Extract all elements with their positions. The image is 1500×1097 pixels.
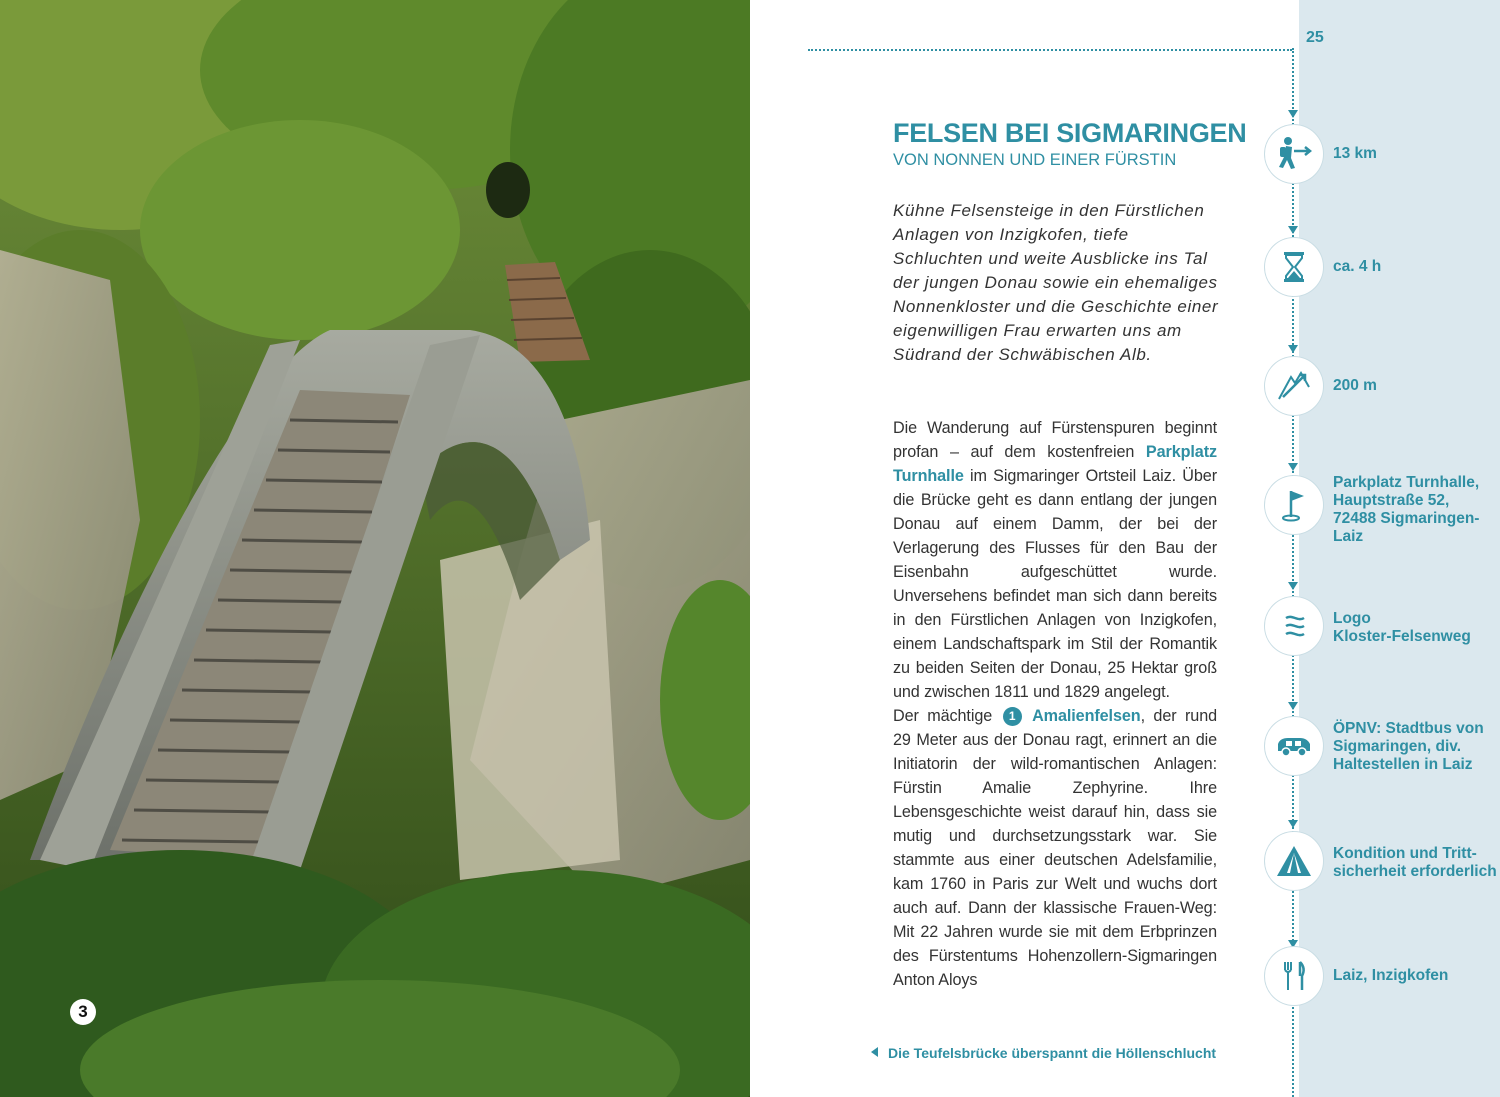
public-transport (1333, 720, 1498, 774)
spine-arrow (1288, 463, 1298, 471)
spine-arrow (1288, 702, 1298, 710)
duration-value: ca. 4 h (1333, 258, 1382, 275)
caption-text: Die Teufelsbrücke überspannt die Höllenschlucht (888, 1045, 1217, 1061)
start-line: Hauptstraße 52, (1333, 492, 1450, 509)
spine-arrow (1288, 345, 1298, 353)
body-text (893, 416, 1217, 992)
page-title: FELSEN BEI SIGMARINGEN (893, 118, 1247, 148)
info-sidebar (1299, 0, 1500, 1097)
parking-highlight: Parkplatz Turnhalle (893, 443, 1217, 485)
spine-arrow (1288, 110, 1298, 118)
photo-number-badge: 3 (70, 999, 96, 1025)
condition-line: sicherheit erforderlich (1333, 863, 1497, 880)
distance-value: 13 km (1333, 145, 1377, 162)
difficulty-icon (1265, 832, 1323, 890)
transport-line: Sigmaringen, div. (1333, 738, 1462, 755)
body-p2-start: Der mächtige (893, 707, 1001, 725)
caption-arrow-icon (871, 1047, 878, 1057)
waypoint-marker: 1 (1003, 707, 1022, 726)
trail-logo-icon (1265, 597, 1323, 655)
logo-line: Logo (1333, 610, 1371, 627)
logo-line: Kloster-Felsenweg (1333, 628, 1471, 645)
start-line: Laiz (1333, 528, 1364, 545)
body-p1-end: im Sigmaringer Ortsteil Laiz. Über die Brücke geht es dann entlang der jungen Donau auf einem Damm, der bei der Verlagerung des Flusses für den Bau der Eisenbahn aufgeschüttet wurde. Unversehens befindet man sich dann bereits in den Fürstlichen Anlagen von Inzigkofen, einem Landschaftspark im Stil der Romantik zu beiden Seiten der Donau, 25 Hektar groß und zwischen 1811 und 1829 angelegt. (893, 467, 1217, 701)
start-point (1333, 474, 1498, 546)
mountain-icon (1265, 357, 1323, 415)
start-line: 72488 Sigmaringen- (1333, 510, 1480, 527)
restaurant-icon (1265, 947, 1323, 1005)
start-flag-icon (1265, 476, 1323, 534)
amalienfelsen-highlight: Amalienfelsen (1032, 707, 1141, 725)
condition-line: Kondition und Tritt- (1333, 845, 1477, 862)
spine-arrow (1288, 226, 1298, 234)
elevation-value: 200 m (1333, 377, 1377, 394)
intro-paragraph: Kühne Felsensteige in den Fürstlichen Anlagen von Inzigkofen, tiefe Schluchten und weite Ausblicke ins Tal der jungen Donau sowie ein ehemaliges Nonnenkloster und die Geschichte einer eigenwilligen Frau erwarten uns am Südrand der Schwäbischen Alb. (893, 201, 1219, 364)
hourglass-icon (1265, 238, 1323, 296)
start-line: Parkplatz Turnhalle, (1333, 474, 1480, 491)
photo-caption (871, 1045, 1216, 1061)
page-subtitle: VON NONNEN UND EINER FÜRSTIN (893, 151, 1177, 169)
trail-logo (1333, 610, 1498, 646)
body-p1-start: Die Wanderung auf Fürstenspuren beginnt profan – auf dem kostenfreien (893, 419, 1217, 461)
page-number: 25 (1306, 29, 1324, 46)
transport-line: Haltestellen in Laiz (1333, 756, 1473, 773)
spine-arrow (1288, 582, 1298, 590)
spine-arrow (1288, 820, 1298, 828)
hiker-icon (1265, 125, 1323, 183)
top-dotted-rule (808, 49, 1292, 51)
food-locations: Laiz, Inzigkofen (1333, 967, 1449, 984)
body-p2-end: , der rund 29 Meter aus der Donau ragt, erinnert an die Initiatorin der wild-romantischen Anlagen: Fürstin Amalie Zephyrine. Ihre Lebensgeschichte weist darauf hin, dass sie mutig und durchsetzungsstark war. Sie stammte aus einer deutschen Adelsfamilie, kam 1760 in Paris zur Welt und wuchs dort auch auf. Dann der klassische Frauen-Weg: Mit 22 Jahren wurde sie mit dem Erbprinzen des Fürstentums Hohenzollern-Sigmaringen Anton Aloys (893, 707, 1217, 989)
condition-note (1333, 845, 1498, 881)
bus-icon (1265, 717, 1323, 775)
transport-line: ÖPNV: Stadtbus von (1333, 720, 1484, 737)
